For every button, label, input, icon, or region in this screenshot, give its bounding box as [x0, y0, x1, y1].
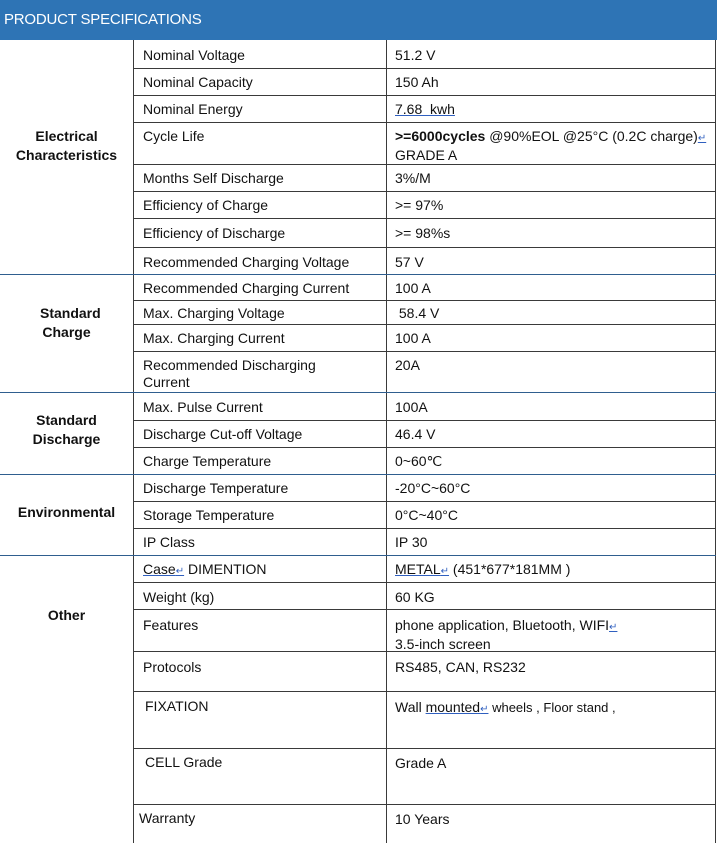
row-divider	[133, 218, 716, 219]
spec-value: 100 A	[395, 280, 431, 296]
spec-label: Warranty	[139, 810, 196, 826]
row-divider	[133, 68, 716, 69]
fixation-mounted: mounted	[425, 699, 481, 715]
category-standard-discharge: Standard Discharge	[32, 412, 101, 447]
row-divider	[133, 247, 716, 248]
spec-label: Efficiency of Charge	[143, 197, 269, 213]
spec-value: -20°C~60°C	[395, 480, 471, 496]
spec-label: Recommended Charging Voltage	[143, 254, 350, 270]
spec-value-features	[395, 617, 713, 653]
spec-label: FIXATION	[145, 698, 209, 714]
link-mark-icon: ↵	[480, 704, 489, 715]
spec-label: Nominal Capacity	[143, 74, 253, 90]
spec-label: Recommended Charging Current	[143, 280, 350, 296]
spec-value-case	[395, 561, 713, 580]
spec-label-case	[143, 561, 383, 580]
spec-value: 58.4 V	[395, 305, 440, 321]
row-divider	[133, 122, 716, 123]
spec-label: Weight (kg)	[143, 589, 215, 605]
link-mark-icon: ↵	[440, 566, 450, 577]
spec-label: Discharge Temperature	[143, 480, 289, 496]
spec-value: 100A	[395, 399, 428, 415]
row-divider	[133, 420, 716, 421]
spec-value-cycle-life	[395, 128, 713, 164]
spec-label: Recommended Discharging Current	[143, 357, 316, 390]
column-divider	[133, 40, 134, 843]
spec-label: Max. Pulse Current	[143, 399, 263, 415]
spec-value: 3%/M	[395, 170, 431, 186]
section-divider	[0, 274, 716, 275]
row-divider	[133, 501, 716, 502]
link-mark-icon: ↵	[697, 133, 707, 144]
category-other: Other	[47, 607, 86, 623]
cycle-life-grade: GRADE A	[395, 147, 458, 163]
category-environmental: Environmental	[17, 504, 116, 520]
case-label-underlined: Case	[143, 561, 176, 577]
dimention-label: DIMENTION	[184, 561, 267, 577]
spec-label: IP Class	[143, 534, 195, 550]
spec-value: 57 V	[395, 254, 424, 270]
spec-value: 0°C~40°C	[395, 507, 458, 523]
dimention-value: (451*677*181MM )	[449, 561, 571, 577]
row-divider	[133, 164, 716, 165]
spec-label: Max. Charging Current	[143, 330, 285, 346]
spec-value-fixation	[395, 699, 713, 718]
spec-label: Storage Temperature	[143, 507, 275, 523]
spec-value: 60 KG	[395, 589, 435, 605]
cycle-life-detail: @90%EOL @25°C (0.2C charge)	[485, 128, 698, 144]
features-line-2: 3.5-inch screen	[395, 636, 491, 652]
case-value-underlined: METAL	[395, 561, 441, 577]
spec-value: 46.4 V	[395, 426, 436, 442]
section-divider	[0, 555, 716, 556]
spec-value: 20A	[395, 357, 420, 373]
row-divider	[133, 191, 716, 192]
section-divider	[0, 392, 716, 393]
spec-label: Nominal Energy	[143, 101, 243, 117]
row-divider	[133, 351, 716, 352]
row-divider	[133, 528, 716, 529]
cycle-life-bold: >=6000cycles	[395, 128, 486, 144]
fixation-wall: Wall	[395, 699, 426, 715]
spec-label: Features	[143, 617, 199, 633]
category-standard-charge: Standard Charge	[40, 305, 101, 340]
row-divider	[133, 95, 716, 96]
row-divider	[133, 609, 716, 610]
link-mark-icon: ↵	[175, 566, 185, 577]
link-mark-icon: ↵	[609, 622, 618, 633]
features-line-1: phone application, Bluetooth, WIFI	[395, 617, 610, 633]
row-divider	[133, 300, 716, 301]
fixation-rest: wheels , Floor stand ,	[488, 700, 616, 715]
spec-value: 100 A	[395, 330, 431, 346]
row-divider	[133, 582, 716, 583]
spec-value: Grade A	[395, 755, 447, 771]
column-divider	[386, 40, 387, 843]
spec-value: 7.68 kwh	[395, 101, 455, 117]
spec-label: Cycle Life	[143, 128, 205, 144]
spec-label: Discharge Cut-off Voltage	[143, 426, 303, 442]
spec-value: >= 97%	[395, 197, 444, 213]
row-divider	[133, 691, 716, 692]
spec-label: Nominal Voltage	[143, 47, 245, 63]
spec-value: RS485, CAN, RS232	[395, 659, 526, 675]
spec-label: Max. Charging Voltage	[143, 305, 285, 321]
row-divider	[133, 804, 716, 805]
spec-label: CELL Grade	[145, 754, 223, 770]
spec-value: 150 Ah	[395, 74, 439, 90]
spec-value: 51.2 V	[395, 47, 436, 63]
spec-value: IP 30	[395, 534, 428, 550]
spec-label: Months Self Discharge	[143, 170, 284, 186]
row-divider	[133, 447, 716, 448]
row-divider	[133, 324, 716, 325]
section-divider	[0, 474, 716, 475]
column-divider	[715, 40, 716, 843]
category-electrical: Electrical Characteristics	[15, 128, 118, 163]
row-divider	[133, 748, 716, 749]
spec-value: 0~60℃	[395, 453, 443, 469]
table-title: PRODUCT SPECIFICATIONS	[0, 0, 717, 40]
spec-label: Efficiency of Discharge	[143, 225, 286, 241]
spec-value: >= 98%s	[395, 225, 451, 241]
spec-label: Charge Temperature	[143, 453, 272, 469]
spec-label: Protocols	[143, 659, 202, 675]
spec-value: 10 Years	[395, 811, 450, 827]
